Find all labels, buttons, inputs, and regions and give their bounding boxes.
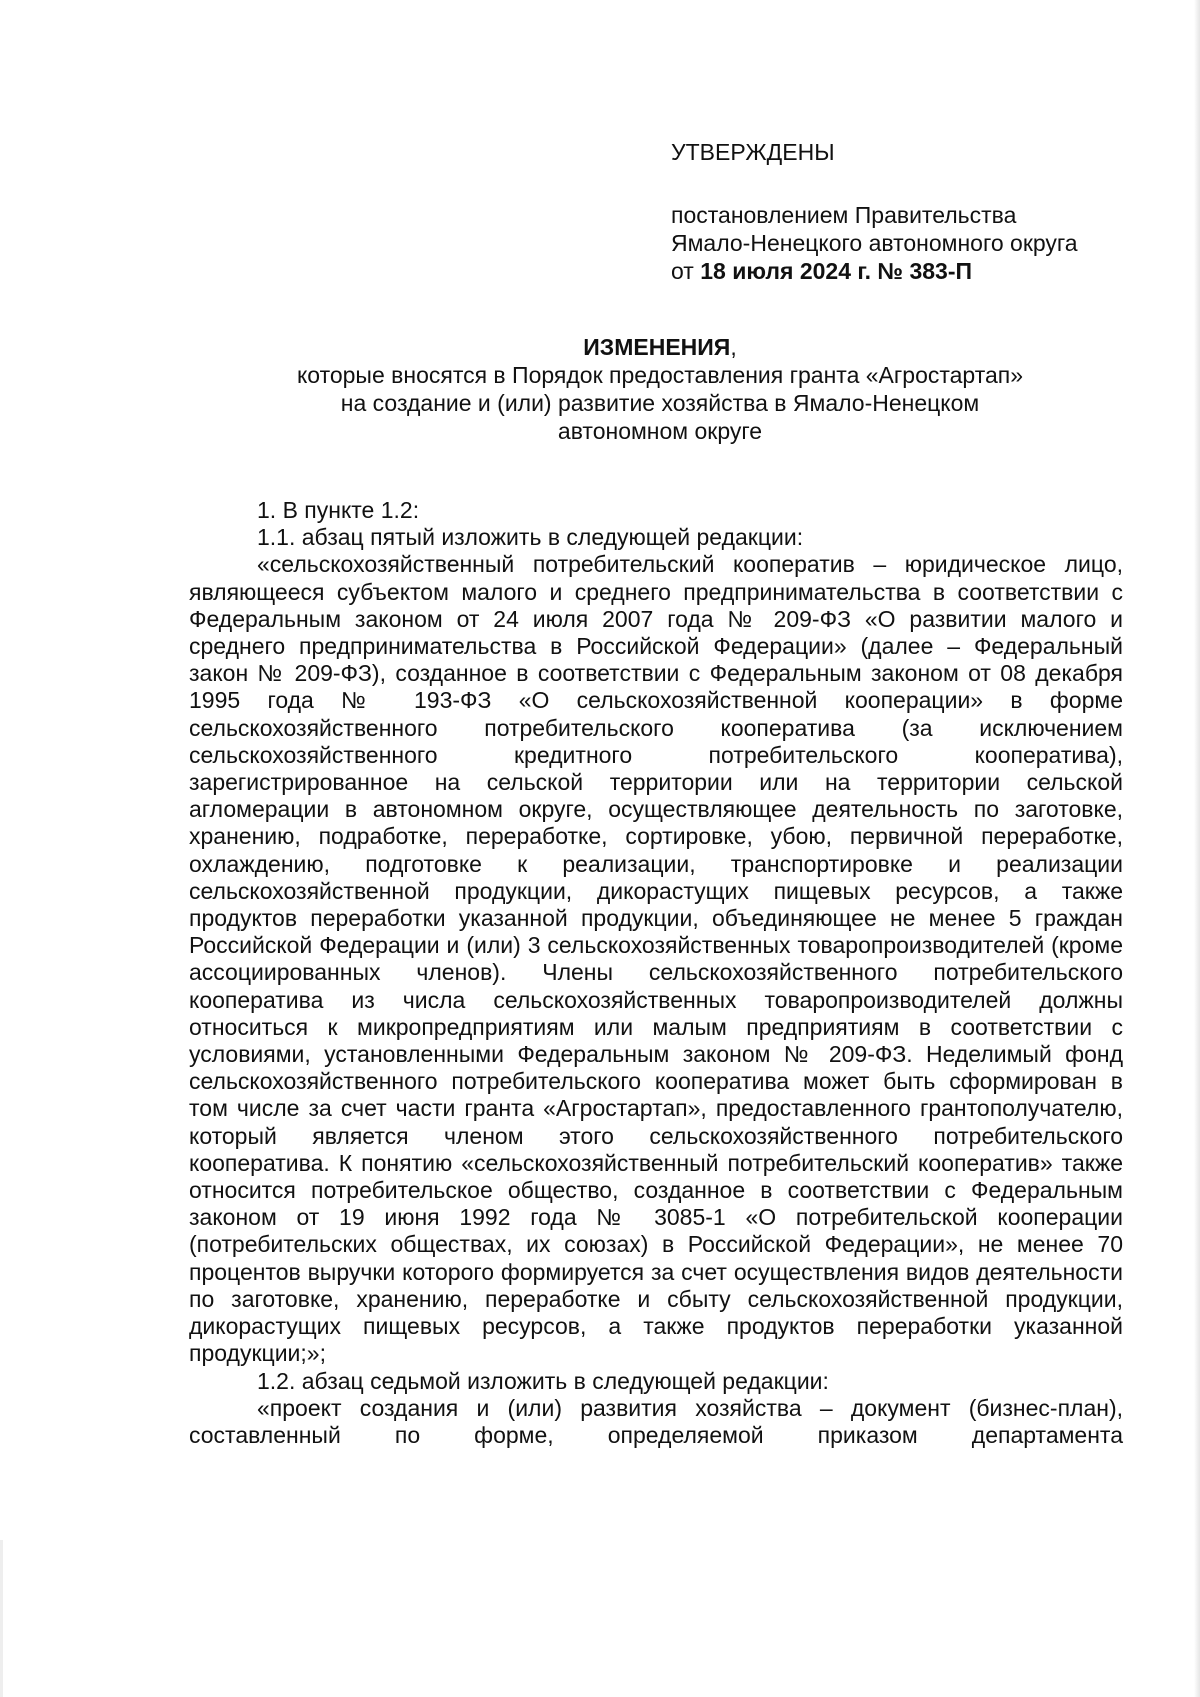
approval-date (671, 257, 1131, 285)
approval-stamp (671, 138, 1131, 285)
item-1: 1. В пункте 1.2: (257, 497, 420, 523)
title-heading: ИЗМЕНЕНИЯ (583, 334, 731, 360)
approval-heading: УТВЕРЖДЕНЫ (671, 139, 835, 165)
paragraph-2: «проект создания и (или) развития хозяйства – документ (бизнес-план), составленный по форме, определяемой приказом департамента (189, 1394, 1123, 1448)
title-line-1: которые вносятся в Порядок предоставления гранта «Агростартап» (296, 362, 1024, 388)
item-1-2: 1.2. абзац седьмой изложить в следующей редакции: (257, 1367, 829, 1394)
paragraph-1: «сельскохозяйственный потребительский кооператив – юридическое лицо, являющееся субъектом малого и среднего предпринимательства в соответствии с Федеральным законом от 24 июля 2007 года № 209-ФЗ «О развитии малого и среднего предпринимательства в Российской Федерации» (далее – Федеральный закон № 209-ФЗ), созданное в соответствии с Федеральным законом от 08 декабря 1995 года № 193-ФЗ «О сельскохозяйственной кооперации» в форме сельскохозяйственного потребительского кооператива (за исключением сельскохозяйственного кредитного потребительского кооператива), зарегистрированное на сельской территории или на территории сельской агломерации в автономном округе, осуществляющее деятельность по заготовке, хранению, подработке, переработке, сортировке, убою, первичной переработке, охлаждению, подготовке к реализации, транспортировке и реализации сельскохозяйственной продукции, дикорастущих пищевых ресурсов, а также продуктов переработки указанной продукции, объединяющее не менее 5 граждан Российской Федерации и (или) 3 сельскохозяйственных товаропроизводителей (кроме ассоциированных членов). Члены сельскохозяйственного потребительского кооператива из числа сельскохозяйственных товаропроизводителей должны относиться к микропредприятиям или малым предприятиям в соответствии с условиями, установленными Федеральным законом № 209-ФЗ. Неделимый фонд сельскохозяйственного потребительского кооператива может быть сформирован в том числе за счет части гранта «Агростартап», предоставленного грантополучателю, который является членом этого сельскохозяйственного потребительского кооператива. К понятию «сельскохозяйственный потребительский кооператив» также относится потребительское общество, созданное в соответствии с Федеральным законом от 19 июня 1992 года № 3085-1 «О потребительской кооперации (потребительских обществах, их союзах) в Российской Федерации», не менее 70 процентов выручки которого формируется за счет осуществления видов деятельности по заготовке, хранению, переработке и сбыту сельскохозяйственной продукции, дикорастущих пищевых ресурсов, а также продуктов переработки указанной продукции;»; (189, 551, 1123, 1367)
title-heading-line (190, 333, 1130, 361)
approval-date-number: 18 июля 2024 г. № 383-П (700, 258, 973, 284)
document-title (190, 333, 1130, 445)
title-line-2: на создание и (или) развитие хозяйства в Ямало-Ненецком (340, 390, 980, 416)
document-body (189, 497, 1123, 1449)
approval-date-prefix: от (671, 258, 694, 284)
title-heading-suffix: , (730, 334, 737, 360)
page-edge-shadow-left (0, 1540, 3, 1697)
title-line-3: автономном округе (557, 418, 763, 444)
approval-line-1: постановлением Правительства (671, 202, 1017, 228)
page-edge-shadow (1194, 0, 1200, 1697)
approval-line-2: Ямало-Ненецкого автономного округа (671, 230, 1078, 256)
item-1-1: 1.1. абзац пятый изложить в следующей редакции: (257, 524, 804, 551)
